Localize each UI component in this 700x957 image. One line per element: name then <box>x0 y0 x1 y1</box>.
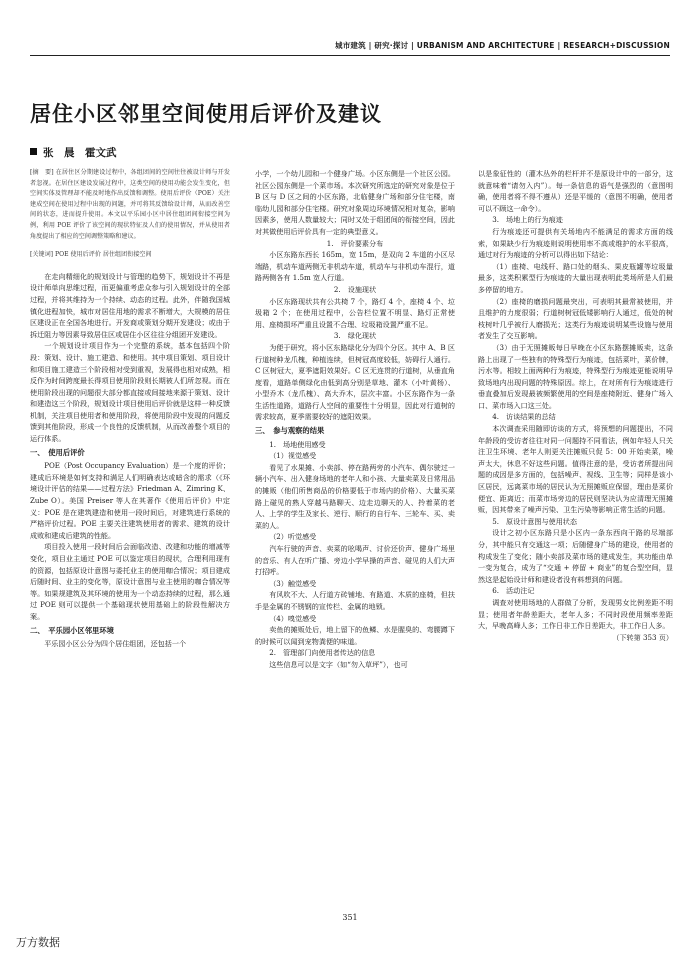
subsection-heading: （3）触觉感受 <box>269 578 317 588</box>
subsection-heading: 6. 活动注记 <box>492 586 535 596</box>
subsection-heading: 5. 原设计意图与使用状态 <box>492 516 577 526</box>
paragraph: 平乐园小区公分为四个居住组团，还包括一个 <box>44 639 187 649</box>
journal-header: 城市建筑 | 研究·探讨 | URBANISM AND ARCHITECTURE | RESEARCH+DISCUSSION <box>30 40 670 56</box>
paragraph: 项目投入使用一段时间后会面临改造、改建和功能的增减等变化，项目业主通过 POE 可以鉴定项目的现状，合理利用现有的资源，包括原设计意图与委托业主的使用咖合情况；项目建成后随时间、业主的变化等，原设计意图与业主使用的咖合情况等等。如果规建筑及其环境的使用为一个动态持续的过程，那么通过 POE 则可以提供一个基础现状使用基础上的阶段性解决方案。 <box>30 542 230 621</box>
subsection-heading: 2. 设施现状 <box>333 284 377 294</box>
bullet-square-icon <box>30 148 37 155</box>
paragraph: 有风吹不大、人行道方砖铺地、有路道、木质的座椅，但扶手是金属的不锈钢的宣传栏、金属的地锁。 <box>255 590 455 611</box>
article-title: 居住小区邻里空间使用后评价及建议 <box>30 102 382 126</box>
section-heading: 二、 平乐园小区邻里环境 <box>30 625 114 635</box>
subsection-heading: 1. 场地使用感受 <box>269 439 326 449</box>
wanfang-logo: 万方数据 <box>16 936 60 949</box>
abstract: [摘 要] 在居住区分期建设过程中，各组团间的空间往往被设计师与开发者忽视。在居住区建设发展过程中，这类空间的使用功能会发生变化，但空间实体及管理却不能及时地作出反馈和调整。使用后评价（POE）关注建成空间在使用过程中出现的问题，并可将其反馈给设计师，从而改善空间的状态，进而提升使用。本文以平乐园小区中居住组团间衔接空间为例，利用 POE 评价了该空间的现状特征及人们的使用情况，并从使用者角度提出了相应的空间调整策略和建议。 <box>30 169 230 240</box>
paragraph: 卖鱼的摊贩处后，地上留下的鱼鳞、水是腥臭的、弯腰蹲下的时候可以闻到宠物粪便的味道。 <box>255 625 455 646</box>
author-names: 张 晨 霍文武 <box>43 147 117 159</box>
subsection-heading: 1. 评价要素分布 <box>326 238 384 248</box>
column-1 <box>30 168 230 650</box>
paragraph: 本次调查采用随即访谈的方式，将预想的问题提出，不同年龄段的受访者往往对同一问题持不同看法，例如年轻人只关注卫生环境、老年人则更关注摊贩只促 5：00 开始卖菜，噪声太大，休息不好这些问题。值得注意的是，受访者所提出问题的成因是多方面的，包括噪声、视线、卫生等；同样是该小区居民，远离菜市场的居民认为无照摊贩应保留，理由是菜价便宜、距离近；而菜市场旁边的居民则坚决认为应清理无照摊贩，因其带来了噪声污染、卫生污染等影响正常生活的问题。 <box>478 424 673 515</box>
continued-note: （下转第 353 页） <box>612 632 673 642</box>
paragraph: （1）座椅、电线杆、路口处的烟头、果皮瓶罐等垃圾量最多，这类积累型行为痕迹的大量出现表明此类场所是人们最多停留的地方。 <box>478 261 673 294</box>
paragraph: 调查对使用场地的人群做了分析，发现男女比例差距不明显；使用者年龄差距大，老年人多；不同时段使用频率差距大，早晚高峰人多；工作日非工作日差距大，非工作日人多。 <box>478 597 673 631</box>
section-heading: 三、 参与观察的结果 <box>255 426 325 436</box>
paragraph: 汽车行驶的声音、卖菜的吆喝声、讨价还价声、健身广场里的音乐、有人在听广播、旁边小学早操的声音、碰见的人们大声打招呼。 <box>255 544 455 577</box>
page-number: 351 <box>342 913 358 922</box>
paragraph: POE（Post Occupancy Evaluation）是一个度的评价；建成后环境是如何支持和满足人们明确表达或暗含的需求（《环境设计评估的结果——过程方法》Friedman A、Zimring K、Zube O）。美国 Preiser 等人在其著作《使用后评价》中定义：POE 是在建筑建造和使用一段时间后，对建筑进行系统的严格评价过程。POE 主要关注建筑使用者的需求、建筑的设计成败和建成后建筑的性能。 <box>30 461 230 540</box>
paragraph: 一个规划设计项目作为一个完整的系统，基本包括四个阶段：策划、设计、施工建造、和使用。其中项目策划、项目设计和项目施工建造三个阶段相对受到重视，发展得也相对成熟，相反作为时间跨度最长得项目使用阶段则长期被人们所忽视。而在使用阶段出现的问题很大部分都直接或间接地来源于策划、设计和建造这三个阶段，规划设计项目使用后评价就是这样一种反馈机制，关注项目使用者和使用阶段，将使用阶段中发现的问题反馈到其他阶段，形成一个良性的反馈机制，从而改善整个项目的运行体系。 <box>30 341 230 444</box>
paragraph: 以是象征性的（灌木丛外的栏杆并不是原设计中的一部分，这就意味着“请勿入内”）。每一条信息的语气是强烈的（意图明确，使用者将不得不遵从）还是平缓的（意图不明确，使用者可以不顾这一命令）。 <box>478 169 673 213</box>
column-3 <box>478 168 673 643</box>
paragraph: 看见了水果摊、小卖部、停在路两旁的小汽车、偶尔驶过一辆小汽车、出入健身场地的老年人和小孩、大量卖菜及日常用品的摊贩（他们所售商品的价格要低于市场内的价格）、大量买菜路上碰见的熟人穿越马路聊天、边走边聊天的人、拎着菜的老人、上学的学生及家长、逆行、顺行的自行车、三轮车、买、卖菜的人。 <box>255 462 455 530</box>
subsection-heading: 4. 访谈结果的总结 <box>492 412 556 422</box>
subsection-heading: （4）嗅觉感受 <box>269 613 317 623</box>
authors <box>30 145 117 160</box>
paragraph: 这些信息可以是文字（如“勿入草坪”），也可 <box>269 659 408 669</box>
paragraph: （2）座椅的磨损问题最突出，可表明其最常被使用，并且维护的力度很弱；行道树树冠低矮影响行人通过，低处的树枝树叶几乎被行人磨损光；这类行为痕迹说明某些设施与使用者发生了交互影响。 <box>478 296 673 341</box>
subsection-heading: 2. 管理部门向使用者传达的信息 <box>269 648 376 658</box>
paragraph: 小学，一个幼儿园和一个健身广场。小区东侧是一个社区公园。社区公园东侧是一个菜市场。本次研究所选定的研究对象是位于 B 区与 D 区之间的小区东路，北临健身广场和部分住宅楼，南临幼儿园和部分住宅楼。研究对象周边环境情况相对复杂，影响因素多，使用人数量较大；同时又处于组团间的衔接空间，因此对其做使用后评价具有一定的典型意义。 <box>255 169 455 236</box>
column-2 <box>255 168 455 671</box>
subsection-heading: 3. 场地上的行为痕迹 <box>492 215 563 225</box>
subsection-heading: （2）听觉感受 <box>269 532 317 542</box>
paragraph: 设计之初小区东路只是小区内一条东西向干路的尽端部分，其中能只有交通这一项；后随健身广场的建设，使用者的构成发生了变化；随小卖部及菜市场的建成发生，其功能由单一变为复合，成为了“交通 + 停留 + 商业”的复合型空间，显然这是起始设计师和建设者没有料想到的问题。 <box>478 528 673 584</box>
subsection-heading: 3. 绿化现状 <box>333 331 377 341</box>
paragraph: 行为痕迹还可提供有关场地内不能满足的需求方面的线索，如果缺少行为痕迹则说明使用率不高或维护的水平很高，通过对行为痕迹的分析可以得出如下结论： <box>478 226 673 260</box>
subsection-heading: （1）视觉感受 <box>269 451 317 461</box>
paragraph: 在走向精细化的规划设计与管理的趋势下，规划设计不再是设计师单向思维过程，而更偏重考虑众参与引入规划设计的全部过程，并将其维持为一个持续、动态的过程。此外，伴随我国城镇化进程加快，城市对居住用地的需求不断增大，大规模的居住区建设正在全国各地进行。开发商或策划分期开发建设；或由于拆迁阻力等因素导致居住区或居住小区往往分组团开发建设。 <box>30 271 230 339</box>
paragraph: 为便于研究，将小区东路绿化分为四个分区。其中 A、B 区行道树种龙爪槐，种植连续，但树冠高度较低，妨碍行人通行。C 区树冠大，夏季遮阳效果好。C 区无连贯的行道树，从垂直角度看，道路单侧绿化由低到高分别是草地、灌木（小叶黄杨）、小型乔木（龙爪槐）、高大乔木，层次丰富。小区东路作为一条生活性道路，道路行人空间的重要性十分明显，因此对行道树的需求较高，夏季需要较好的遮阳效果。 <box>255 342 455 422</box>
paragraph: （3）由于无照摊贩每日早晚在小区东路摆摊贩卖，这条路上出现了一些独有的特殊型行为痕迹，包括菜叶，菜价牌，污水等。相较上面两种行为痕迹，特殊型行为痕迹更能说明导致场地内出现问题的特殊原因。综上，在对所有行为痕迹进行垂直叠加后发现最被频繁使用的空间是座椅附近、健身广场入口、菜市场入口这三处。 <box>478 342 673 410</box>
section-heading: 一、 使用后评价 <box>30 447 85 457</box>
keywords: [关键词] POE 使用后评价 居住组团衔接空间 <box>30 251 152 259</box>
paragraph: 小区东路东西长 165m，宽 15m，是双向 2 车道的小区尽端路，机动车道两侧无非机动车道，机动车与非机动车混行，道路两侧各有 1.5m 宽人行道。 <box>255 250 455 283</box>
paragraph: 小区东路现状共有公共椅 7 个，路灯 4 个，座椅 4 个、垃圾箱 2 个；在使用过程中，公告栏位置不明显、路灯正常使用、座椅损坏严重且设置不合理、垃圾箱设置严重不足。 <box>255 296 455 329</box>
